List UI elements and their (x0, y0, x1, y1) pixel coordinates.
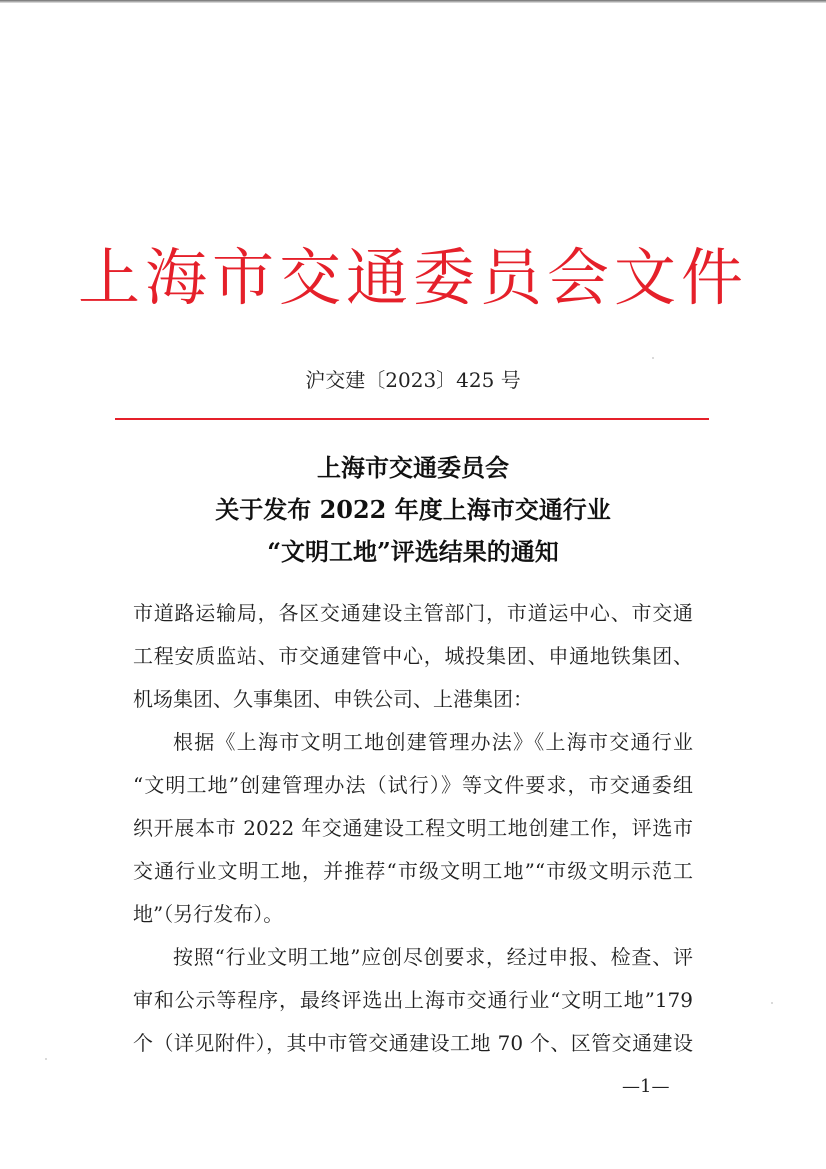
paragraph-1-line-3: 织开展本市 2022 年交通建设工程文明工地创建工作，评选市 (133, 816, 693, 840)
scan-speck (652, 357, 654, 359)
paragraph-1-line-5: 地”（另行发布）。 (133, 902, 284, 926)
addressee-line-1: 市道路运输局，各区交通建设主管部门，市道运中心、市交通 (133, 601, 693, 625)
document-number: 沪交建〔2023〕425 号 (305, 368, 521, 392)
notice-title-line-2: 关于发布 2022 年度上海市交通行业 (215, 495, 611, 524)
scan-speck (771, 1002, 773, 1004)
addressee-line-2: 工程安质监站、市交通建管中心，城投集团、申通地铁集团、 (133, 644, 693, 668)
addressee-line-3: 机场集团、久事集团、申铁公司、上港集团： (133, 687, 533, 711)
paragraph-2-line-1: 按照“行业文明工地”应创尽创要求，经过申报、检查、评 (173, 945, 693, 969)
paragraph-1-line-1: 根据《上海市文明工地创建管理办法》《上海市交通行业 (173, 730, 693, 754)
red-separator-rule (115, 418, 709, 420)
scan-speck (45, 1058, 47, 1060)
notice-title-line-1: 上海市交通委员会 (317, 453, 509, 482)
paragraph-2-line-3: 个（详见附件），其中市管交通建设工地 70 个、区管交通建设 (133, 1031, 693, 1055)
paragraph-2-line-2: 审和公示等程序，最终评选出上海市交通行业“文明工地”179 (133, 988, 693, 1012)
scan-top-edge (0, 0, 826, 3)
notice-title-line-3: “文明工地”评选结果的通知 (267, 537, 559, 566)
masthead-title: 上海市交通委员会文件 (77, 241, 748, 314)
paragraph-1-line-2: “文明工地”创建管理办法（试行）》等文件要求，市交通委组 (133, 773, 693, 797)
page-number: —1— (622, 1076, 670, 1097)
paragraph-1-line-4: 交通行业文明工地，并推荐“市级文明工地”“市级文明示范工 (133, 859, 693, 883)
